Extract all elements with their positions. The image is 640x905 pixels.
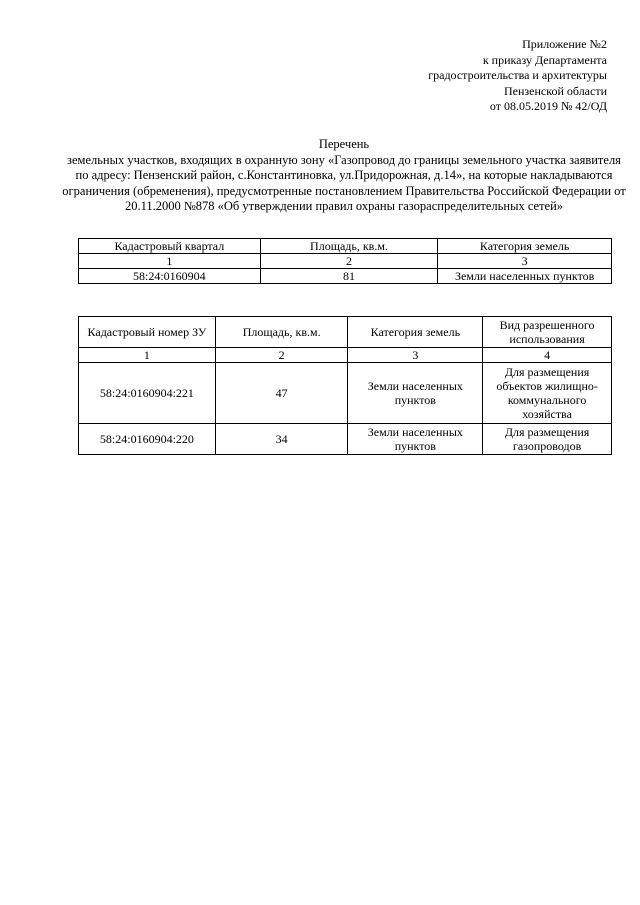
header-cell: Вид разрешенного использования xyxy=(483,317,612,348)
table-header-row xyxy=(79,317,612,348)
number-cell: 2 xyxy=(260,254,438,269)
header-cell: Кадастровый квартал xyxy=(79,239,261,254)
table-cell: 47 xyxy=(215,363,348,424)
table-cell: Для размещения объектов жилищно-коммунального хозяйства xyxy=(483,363,612,424)
header-cell: Кадастровый номер ЗУ xyxy=(79,317,216,348)
header-cell: Площадь, кв.м. xyxy=(260,239,438,254)
table-cell: Земли населенных пунктов xyxy=(438,269,612,284)
header-cell: Категория земель xyxy=(438,239,612,254)
number-cell: 4 xyxy=(483,348,612,363)
table-cell: Для размещения газопроводов xyxy=(483,424,612,455)
table-cell: 58:24:0160904:221 xyxy=(79,363,216,424)
table-cell: 58:24:0160904:220 xyxy=(79,424,216,455)
appendix-date: от 08.05.2019 № 42/ОД xyxy=(489,99,607,113)
table-cell: 81 xyxy=(260,269,438,284)
appendix-order-line: к приказу Департамента xyxy=(482,52,607,67)
table-row xyxy=(79,269,612,284)
table-cell: Земли населенных пунктов xyxy=(348,424,483,455)
appendix-number: Приложение №2 xyxy=(522,37,607,51)
table-cell: Земли населенных пунктов xyxy=(348,363,483,424)
header-cell: Площадь, кв.м. xyxy=(215,317,348,348)
number-cell: 3 xyxy=(348,348,483,363)
number-cell: 1 xyxy=(79,254,261,269)
table-row xyxy=(79,363,612,424)
title-body: земельных участков, входящих в охранную зону «Газопровод до границы земельного участка заявителя по адресу: Пензенский район, с.Константиновка, ул.Придорожная, д.14», на которые накладываются ограничения (обременения), предусмотренные постановлением Правительства Российской Федерации от 20.11.2000 №878 «Об утверждении правил охраны газораспределительных сетей» xyxy=(62,152,626,213)
table-header-row xyxy=(79,239,612,254)
appendix-department: градостроительства и архитектуры xyxy=(428,68,607,82)
table-number-row xyxy=(79,254,612,269)
table-cell: 34 xyxy=(215,424,348,455)
document-title xyxy=(60,137,628,215)
appendix-region: Пензенской области xyxy=(504,83,607,98)
number-cell: 1 xyxy=(79,348,216,363)
table-number-row xyxy=(79,348,612,363)
table-row xyxy=(79,424,612,455)
number-cell: 2 xyxy=(215,348,348,363)
table-cell: 58:24:0160904 xyxy=(79,269,261,284)
cadastral-quarter-table xyxy=(78,238,612,284)
land-plots-table xyxy=(78,316,612,455)
number-cell: 3 xyxy=(438,254,612,269)
header-cell: Категория земель xyxy=(348,317,483,348)
appendix-header xyxy=(428,37,607,115)
title-heading: Перечень xyxy=(318,137,370,151)
